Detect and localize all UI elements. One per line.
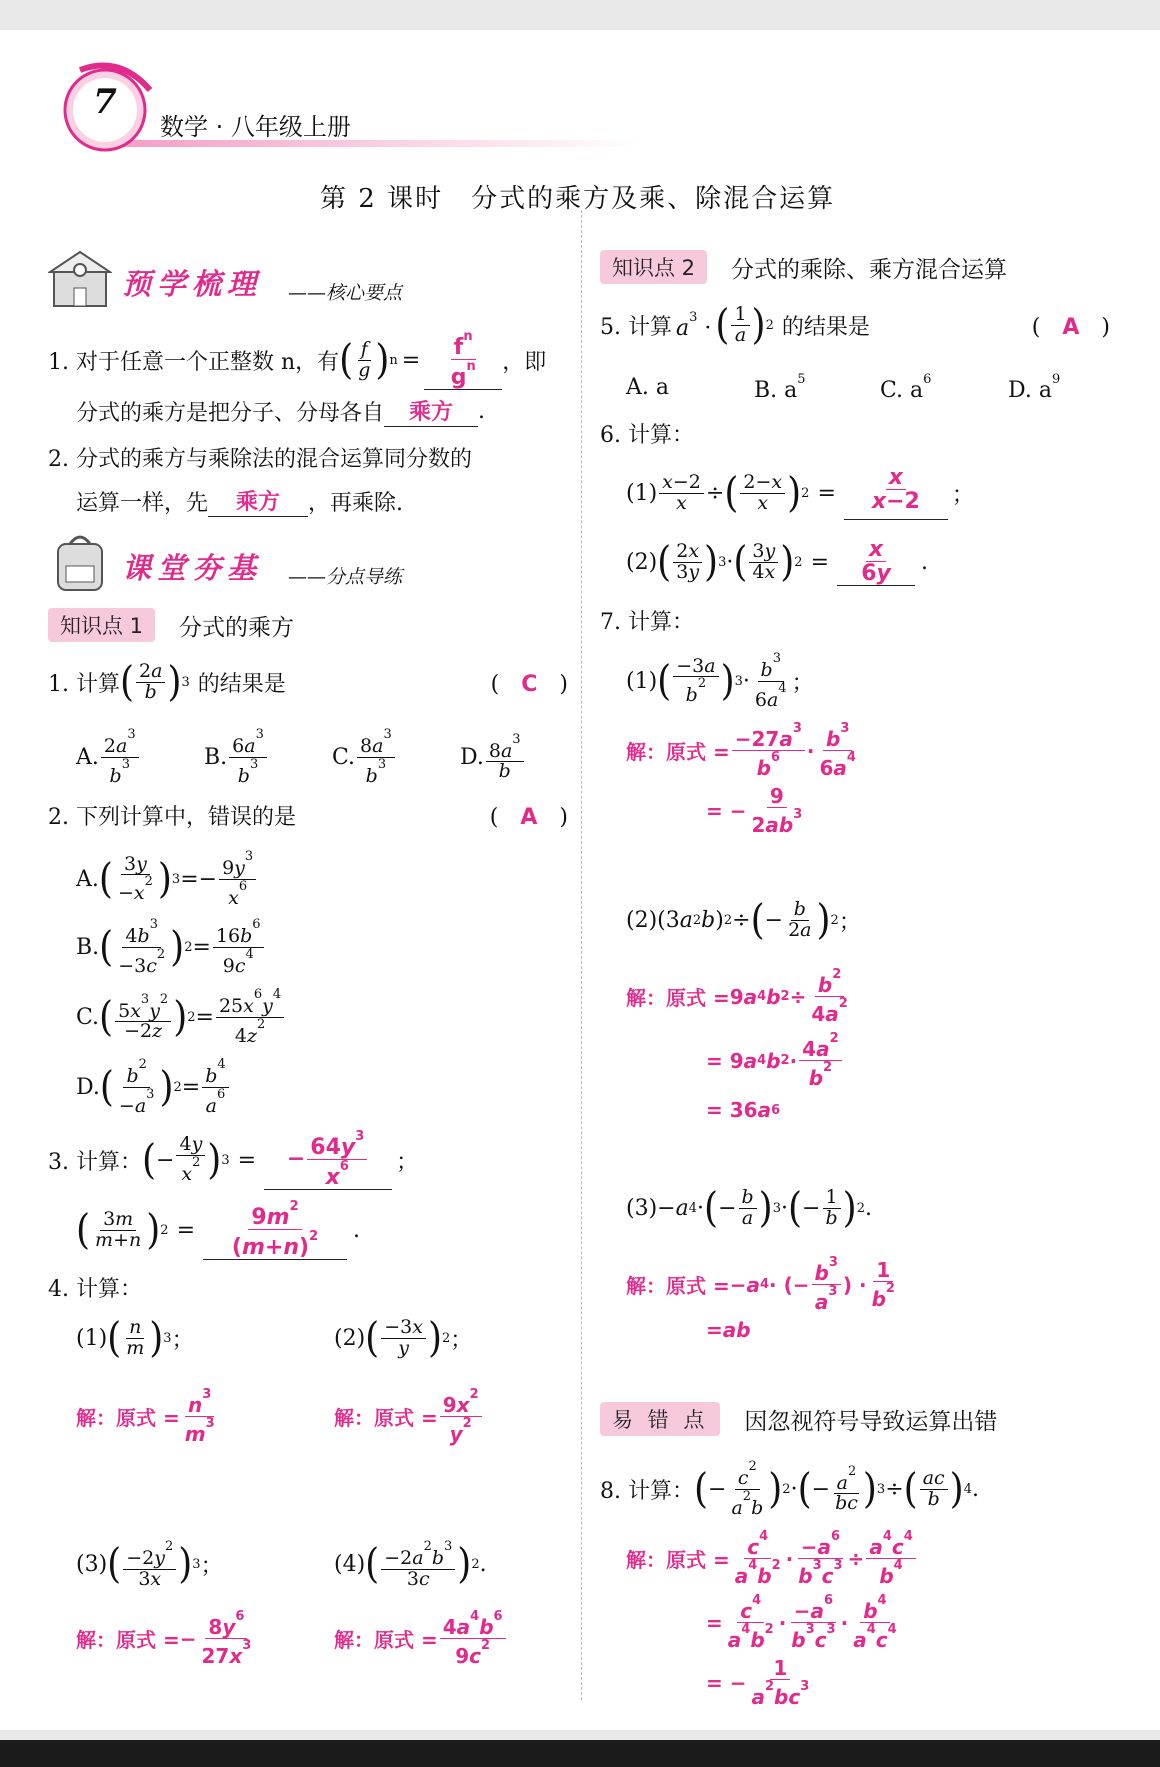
q3-line1: 3. 计算： ( − $\frac{4y}{x^2}$ ) 3 = − $\frac{64y^3}{x^6}$ ；	[48, 1129, 419, 1191]
preview-item-2: 2. 分式的乘方与乘除法的混合运算同分数的	[48, 447, 472, 472]
q1-answer: C	[521, 672, 538, 697]
q7-solution-2-step-3: = 36 a 6	[706, 1098, 781, 1122]
kp1-label: 知识点 1	[48, 608, 155, 642]
q5-option-a: A. a	[626, 375, 669, 400]
preview-item-1: 1. 对于任意一个正整数 n，有 ( $\frac{f}{g}$ ) n = $\frac{f^n}{g^n}$ ，即	[48, 329, 547, 391]
q2-option-a: A. ( $\frac{3y}{-x^2}$ ) 3 =− $\frac{9y^3}{x^6}$	[76, 850, 258, 909]
kp2-header	[600, 250, 1007, 284]
q6-answer-1: $\frac{x}{x-2}$	[844, 466, 948, 520]
page-header	[60, 60, 940, 160]
q4-part-2: (2) ( $\frac{-3x}{y}$ ) 2 ；	[334, 1314, 473, 1363]
q7-part-2: (2) (3 a 2 b ) 2 ÷ ( − $\frac{b}{2a}$ ) 2 ；	[626, 896, 861, 945]
q7-part-1: (1) ( $\frac{-3a}{b^2}$ ) 3 · $\frac{b^3}{6a^4}$ ；	[626, 651, 814, 711]
preview-title: 预学梳理	[122, 267, 263, 301]
q7-part-3: (3) − a 4 · ( − $\frac{b}{a}$ ) 3 · ( − $\frac{1}{b}$ ) 2 .	[626, 1184, 872, 1233]
school-icon	[48, 248, 112, 310]
q5-stem: 5. 计算 $a^3$ · ( $\frac{1}{a}$ ) 2 的结果是 ( A )	[600, 301, 1110, 350]
q5-answer: A	[1062, 315, 1080, 340]
page-number: 7	[93, 82, 117, 122]
err-header	[600, 1402, 997, 1436]
q2-option-c: C. ( $\frac{5x^3y^2}{-2z}$ ) 2 = $\frac{25x^6y^4}{4z^2}$	[76, 988, 286, 1047]
q4-part-1: (1) ( $\frac{n}{m}$ ) 3 ；	[76, 1314, 194, 1363]
q6-part-1: (1) $\frac{x-2}{x}$ ÷ ( $\frac{2-x}{x}$ ) 2 = $\frac{x}{x-2}$ ；	[626, 466, 974, 520]
q4-solution-4: 解：原式 = $\frac{4a^4b^6}{9c^2}$	[334, 1610, 508, 1667]
preview-heading	[48, 248, 403, 314]
q5-options	[626, 372, 1060, 403]
q4-stem: 4. 计算：	[48, 1277, 142, 1302]
q6-stem: 6. 计算：	[600, 423, 694, 448]
q2-option-b: B. ( $\frac{4b^3}{-3c^2}$ ) 2 = $\frac{16b^6}{9c^4}$	[76, 918, 266, 977]
classroom-heading	[48, 532, 403, 598]
q6-answer-2: $\frac{x}{6y}$	[837, 538, 915, 586]
kp2-title: 分式的乘除、乘方混合运算	[731, 256, 1008, 283]
q7-solution-3-step-2: = ab	[706, 1318, 751, 1342]
err-title: 因忽视符号导致运算出错	[744, 1408, 998, 1435]
preview-item-1-line2: 分式的乘方是把分子、分母各自 乘方 .	[76, 395, 485, 427]
backpack-icon	[48, 532, 112, 594]
q4-solution-2: 解：原式 = $\frac{9x^2}{y^2}$	[334, 1388, 484, 1445]
q1-stem: 1. 计算 ( $\frac{2a}{b}$ ) 3 的结果是 ( C )	[48, 658, 568, 707]
kp2-label: 知识点 2	[600, 250, 707, 284]
item1-text-a: 1. 对于任意一个正整数 n，有	[48, 349, 340, 375]
q7-solution-3-step-1: 解：原式 = − a 4 · (− $\frac{b^3}{a^3}$ ) · $\frac{1}{b^2}$	[626, 1255, 895, 1314]
preview-subtitle: ——核心要点	[288, 282, 403, 304]
q1-option-a: A. $\frac{2a^3}{b^3}$	[76, 728, 204, 787]
q2-option-d: D. ( $\frac{b^2}{-a^3}$ ) 2 = $\frac{b^4}{a^6}$	[76, 1058, 231, 1117]
q3-line2: ( $\frac{3m}{m+n}$ ) 2 = $\frac{9m^2}{(m+n)^2}$ .	[76, 1199, 361, 1261]
err-label: 易 错 点	[600, 1402, 720, 1436]
q7-solution-1-step-1: 解：原式 = $\frac{-27a^3}{b^6}$ · $\frac{b^3}{6a^4}$	[626, 721, 856, 780]
q4-solution-1: 解：原式 = $\frac{n^3}{m^3}$	[76, 1387, 215, 1446]
q2-answer: A	[520, 805, 538, 830]
q8-solution-step-2: = $\frac{c^4}{a^4b^2}$ · $\frac{-a^6}{b^3c^3}$ · $\frac{b^4}{a^4c^4}$	[706, 1593, 897, 1652]
q7-solution-2-step-1: 解：原式 = 9 a 4 b 2 ÷ $\frac{b^2}{4a^2}$	[626, 967, 848, 1026]
preview-item-2-line2: 运算一样，先 乘方 ，再乘除.	[76, 485, 403, 517]
classroom-subtitle: ——分点导练	[288, 566, 403, 588]
q1-option-c: C. $\frac{8a^3}{b^3}$	[332, 728, 460, 787]
q5-option-b: B. $a^5$	[754, 372, 806, 403]
q4-part-4: (4) ( $\frac{-2a^2b^3}{3c}$ ) 2 .	[334, 1539, 487, 1590]
q5-option-c: C. $a^6$	[880, 372, 932, 403]
lesson-title: 第 2 课时 分式的乘方及乘、除混合运算	[320, 184, 836, 214]
q1-option-b: B. $\frac{6a^3}{b^3}$	[204, 728, 332, 787]
q3-answer-2: $\frac{9m^2}{(m+n)^2}$	[203, 1200, 347, 1260]
q6-part-2: (2) ( $\frac{2x}{3y}$ ) 3 · ( $\frac{3y}{4x}$ ) 2 = $\frac{x}{6y}$ .	[626, 537, 929, 587]
q7-solution-2-step-2: = 9 a 4 b 2 · $\frac{4a^2}{b^2}$	[706, 1032, 844, 1089]
q1-option-d: D. $\frac{8a^3}{b}$	[460, 733, 526, 783]
q8-solution-step-3: = − $\frac{1}{a^2bc^3}$	[706, 1656, 810, 1709]
classroom-title: 课堂夯基	[122, 551, 263, 585]
q2-stem: 2. 下列计算中，错误的是 ( A )	[48, 805, 568, 830]
q7-stem: 7. 计算：	[600, 610, 694, 635]
q1-options	[76, 728, 556, 787]
item1-text-b: ，即	[502, 349, 547, 375]
q4-solution-3: 解：原式 = − $\frac{8y^6}{27x^3}$	[76, 1609, 252, 1668]
kp1-title: 分式的乘方	[179, 614, 295, 641]
book-title: 数学 · 八年级上册	[160, 113, 351, 141]
item1-answer: $\frac{f^n}{g^n}$	[424, 330, 502, 390]
column-divider	[581, 210, 582, 1700]
q7-solution-1-step-2: = − $\frac{9}{2ab^3}$	[706, 784, 803, 837]
q8-stem: 8. 计算： ( − $\frac{c^2}{a^2b}$ ) 2 · ( − $\frac{a^2}{bc}$ ) 3 ÷ ( $\frac{ac}{b}$ ) 4 .	[600, 1459, 979, 1519]
kp1-header	[48, 608, 294, 642]
q3-answer-1: − $\frac{64y^3}{x^6}$	[264, 1130, 392, 1190]
item1-blank: 乘方	[384, 395, 478, 427]
bottom-bar	[0, 1740, 1160, 1767]
q4-part-3: (3) ( $\frac{-2y^2}{3x}$ ) 3 ；	[76, 1539, 223, 1590]
q5-option-d: D. $a^9$	[1008, 372, 1061, 403]
item2-blank: 乘方	[208, 485, 308, 517]
q8-solution-step-1: 解：原式 = $\frac{c^4}{a^4b^2}$ · $\frac{-a^6}{b^3c^3}$ ÷ $\frac{a^4c^4}{b^4}$	[626, 1530, 918, 1587]
